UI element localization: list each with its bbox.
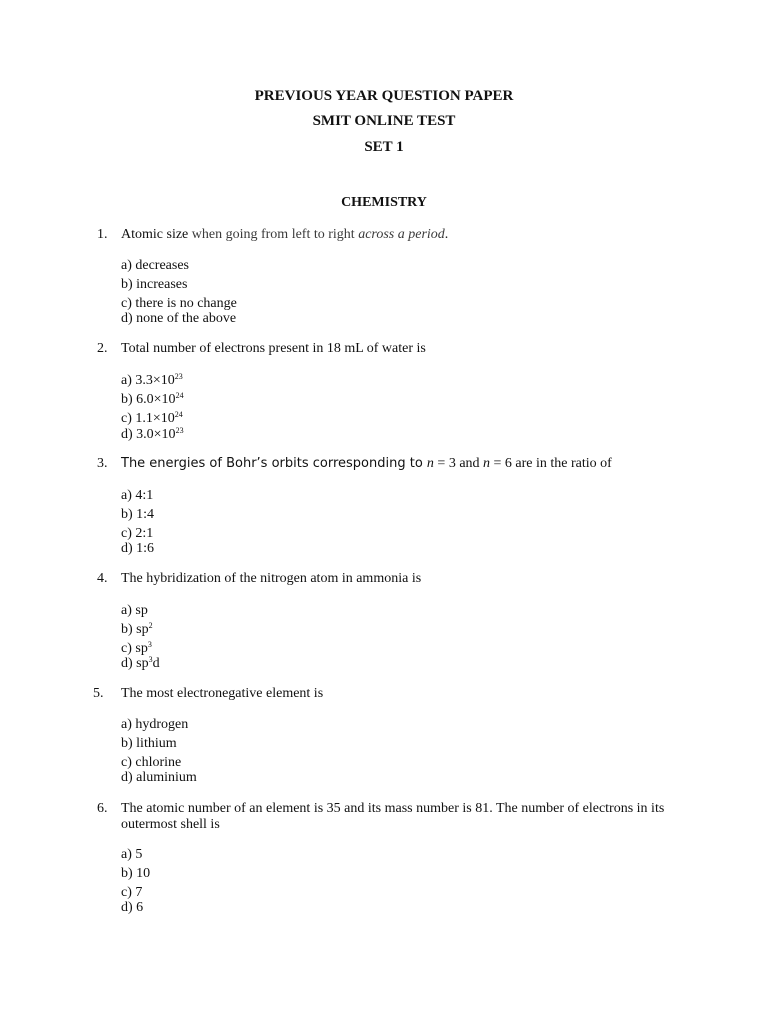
question-text: Total number of electrons present in 18 mL of water is	[121, 341, 426, 356]
question-number: 3.	[97, 456, 108, 471]
option-c: c) 7	[121, 885, 143, 900]
question-text: The energies of Bohr’s orbits corresponding to n = 3 and n = 6 are in the ratio of	[121, 456, 612, 471]
option-a: a) $3.3\times 10^{23}$	[121, 372, 183, 388]
option-d: d) $sp^3d$	[121, 655, 160, 671]
question-text: The hybridization of the nitrogen atom in ammonia is	[121, 571, 422, 586]
section-heading: CHEMISTRY	[341, 195, 427, 210]
option-a: a) 5	[121, 847, 143, 862]
option-b: b) $sp^2$	[121, 621, 153, 637]
option-b: b) $6.0\times 10^{24}$	[121, 391, 184, 407]
option-d: d) 1:6	[121, 541, 155, 556]
question-text: Atomic size when going from left to right across a period.	[121, 227, 449, 242]
set-label: SET 1	[364, 139, 404, 155]
option-c: c) $sp^3$	[121, 640, 152, 656]
option-c: c) chlorine	[121, 755, 182, 770]
question-number: 2.	[97, 341, 108, 356]
option-a: a) 4:1	[121, 488, 154, 503]
option-d: d) aluminium	[121, 770, 197, 785]
question-text: The atomic number of an element is 35 and its mass number is 81. The number of electrons in its outermost shell is	[121, 801, 665, 832]
question-text: The most electronegative element is	[121, 686, 324, 701]
question-number: 6.	[97, 801, 108, 816]
option-b: b) lithium	[121, 736, 177, 751]
question-number: 1.	[97, 227, 108, 242]
question-number: 5.	[93, 686, 104, 701]
option-c: c) there is no change	[121, 296, 237, 311]
option-b: b) 1:4	[121, 507, 155, 522]
option-a: a) hydrogen	[121, 717, 189, 732]
question-number: 4.	[97, 571, 108, 586]
option-d: d) $3.0\times 10^{23}$	[121, 426, 184, 442]
option-a: a) sp	[121, 603, 148, 618]
option-d: d) none of the above	[121, 311, 237, 326]
option-b: b) 10	[121, 866, 151, 881]
option-c: c) 2:1	[121, 526, 154, 541]
option-a: a) decreases	[121, 258, 190, 273]
option-c: c) $1.1\times 10^{24}$	[121, 410, 183, 426]
option-d: d) 6	[121, 900, 144, 915]
paper-title: PREVIOUS YEAR QUESTION PAPER	[254, 88, 514, 104]
test-name: SMIT ONLINE TEST	[312, 113, 456, 129]
option-b: b) increases	[121, 277, 188, 292]
